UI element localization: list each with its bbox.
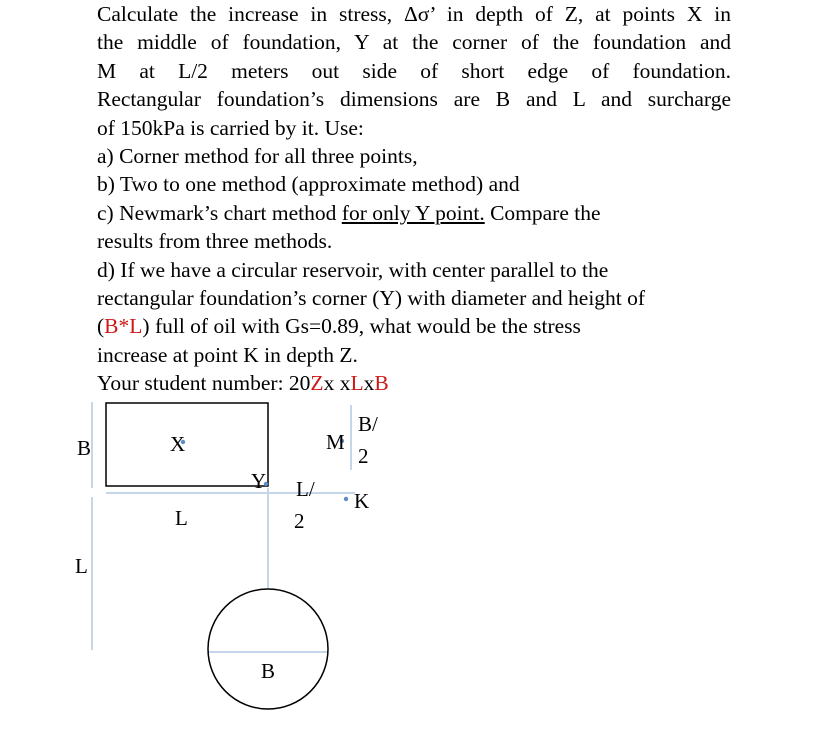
part-d-line-3-rest: ) full of oil with Gs=0.89, what would be the stress (142, 314, 581, 339)
label-b2-top: B/ (358, 412, 378, 436)
part-c-line-2: results from three methods. (97, 229, 333, 254)
part-b: b) Two to one method (approximate method) and (97, 172, 520, 197)
student-x2: x (363, 371, 375, 396)
label-b-left: B (77, 436, 92, 460)
student-x1: x x (323, 371, 351, 396)
problem-line-1: Calculate the increase in stress, Δσ’ in depth of Z, at points X in (97, 2, 731, 26)
problem-line-5: of 150kPa is carried by it. Use: (97, 115, 364, 140)
problem-line-3: M at L/2 meters out side of short edge of foundation. (97, 58, 731, 83)
student-z: Z (310, 371, 324, 396)
problem-line-2: the middle of foundation, Y at the corner of the foundation and (97, 30, 731, 55)
part-a: a) Corner method for all three points, (97, 144, 418, 169)
label-b2-bottom: 2 (358, 444, 369, 468)
part-c-prefix: c) Newmark’s chart method (97, 200, 342, 225)
label-l-bottom: L (175, 506, 188, 530)
label-y: Y (251, 469, 267, 493)
reservoir-circle (208, 589, 328, 709)
part-c-suffix: Compare the (484, 200, 601, 225)
student-prefix: Your student number: 20 (97, 371, 311, 396)
part-d-line-2: rectangular foundation’s corner (Y) with diameter and height of (97, 286, 646, 311)
part-d-red-dims: B*L (104, 314, 143, 339)
label-l2-bottom: 2 (294, 509, 305, 533)
point-k-dot (344, 497, 348, 501)
foundation-rectangle (106, 403, 268, 486)
student-b: B (374, 371, 389, 396)
part-d-line-4: increase at point K in depth Z. (97, 342, 358, 367)
problem-line-4: Rectangular foundation’s dimensions are B and L and surcharge (97, 87, 731, 112)
label-k: K (354, 489, 370, 513)
label-l2-top: L/ (296, 477, 315, 501)
part-d-open-paren: ( (97, 314, 105, 339)
label-l-left: L (75, 554, 88, 578)
student-l: L (350, 371, 364, 396)
label-b-circle: B (261, 659, 276, 683)
label-x: X (170, 432, 186, 456)
label-m: M (326, 430, 345, 454)
part-c-underlined: for only Y point. (341, 200, 485, 225)
part-d-line-1: d) If we have a circular reservoir, with center parallel to the (97, 257, 609, 282)
